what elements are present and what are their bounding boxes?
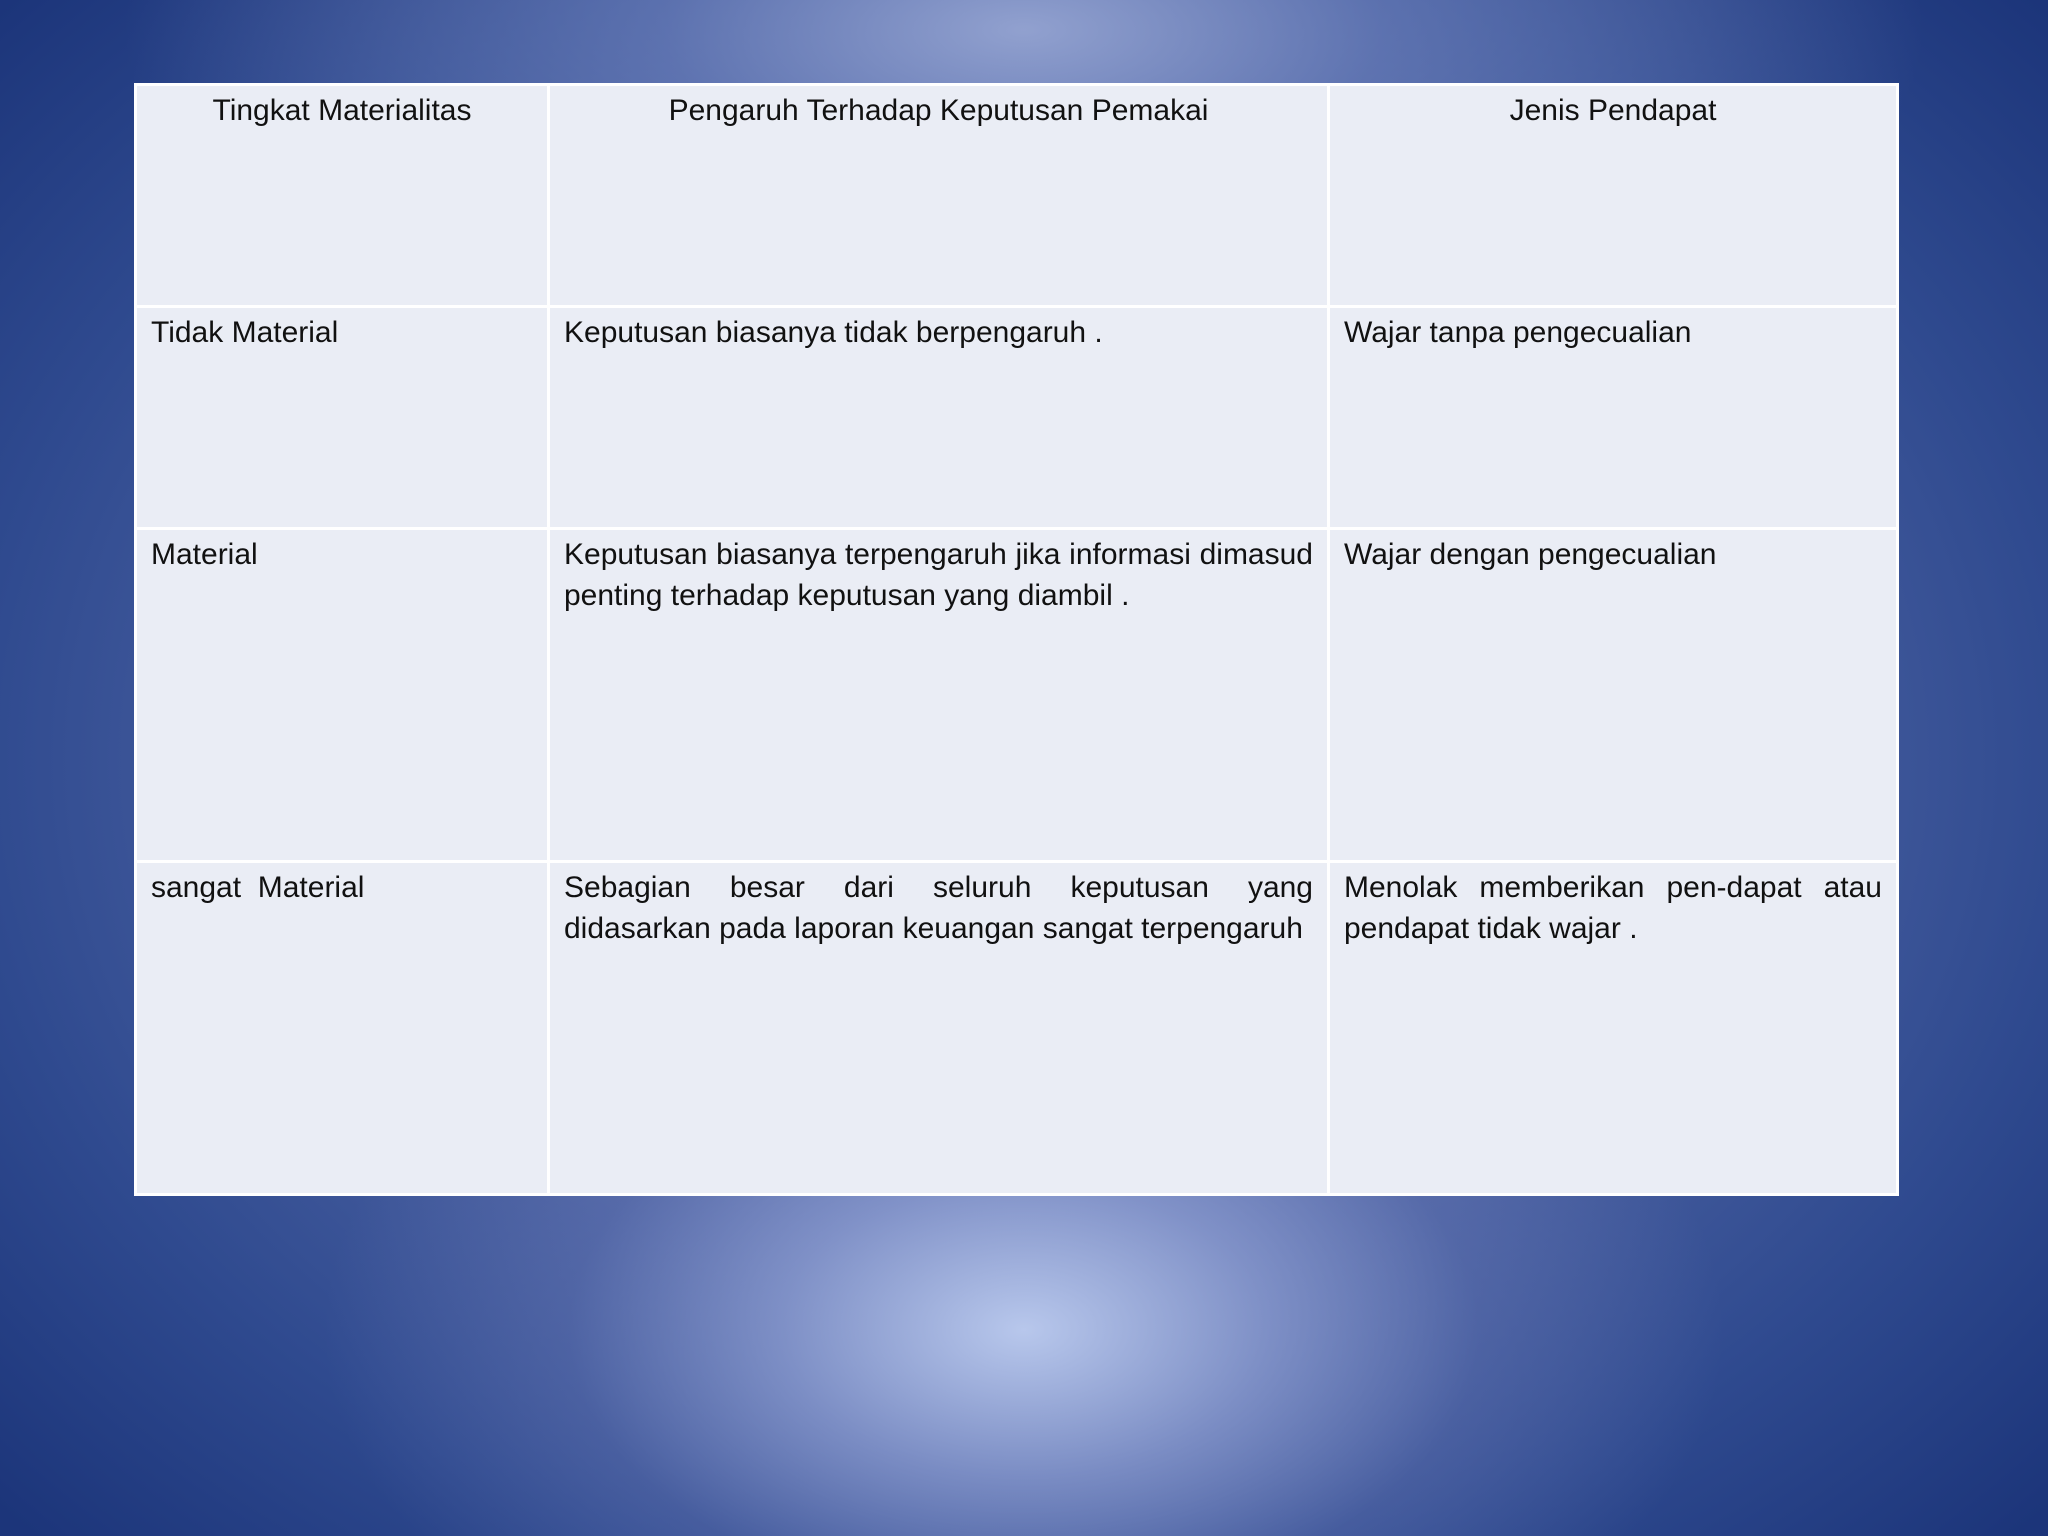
cell-materiality-level: Tidak Material [136, 307, 549, 529]
cell-opinion-type: Wajar dengan pengecualian [1329, 529, 1898, 862]
header-materiality-level: Tingkat Materialitas [136, 85, 549, 307]
cell-materiality-level: Material [136, 529, 549, 862]
table-row [136, 529, 1898, 862]
cell-user-decision-effect: Keputusan biasanya tidak berpengaruh . [549, 307, 1329, 529]
header-opinion-type: Jenis Pendapat [1329, 85, 1898, 307]
table-row [136, 862, 1898, 1195]
materiality-table [134, 83, 1899, 1196]
table-header-row [136, 85, 1898, 307]
cell-opinion-type: Menolak memberikan pen-dapat atau pendapat tidak wajar . [1329, 862, 1898, 1195]
cell-materiality-level: sangat Material [136, 862, 549, 1195]
header-user-decision-effect: Pengaruh Terhadap Keputusan Pemakai [549, 85, 1329, 307]
cell-opinion-type: Wajar tanpa pengecualian [1329, 307, 1898, 529]
cell-user-decision-effect: Sebagian besar dari seluruh keputusan yang didasarkan pada laporan keuangan sangat terpengaruh [549, 862, 1329, 1195]
cell-user-decision-effect: Keputusan biasanya terpengaruh jika informasi dimasud penting terhadap keputusan yang diambil . [549, 529, 1329, 862]
table-row [136, 307, 1898, 529]
